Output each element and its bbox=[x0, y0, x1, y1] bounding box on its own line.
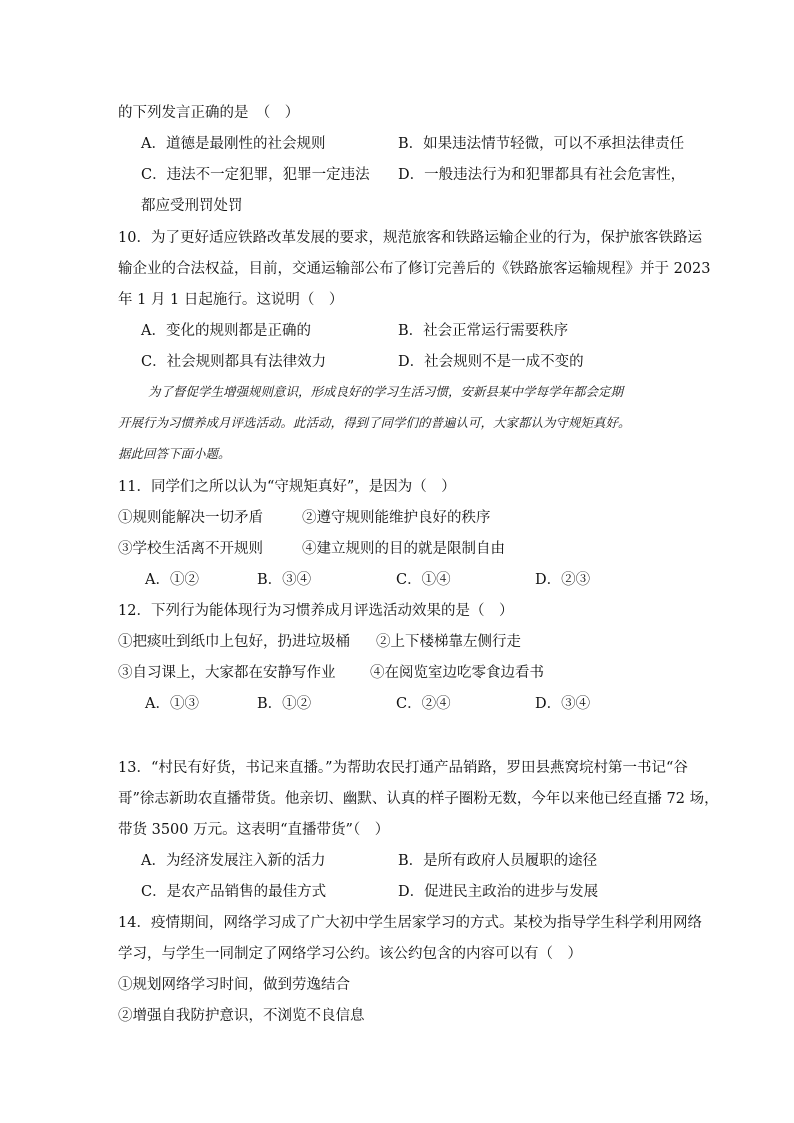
q10-option-b: B．社会正常运行需要秩序 bbox=[398, 323, 569, 339]
q14-stem-line2: 学习，与学生一同制定了网络学习公约。该公约包含的内容可以有（ ） bbox=[118, 946, 582, 962]
q12-statement-1: ①把痰吐到纸巾上包好，扔进垃圾桶 bbox=[118, 634, 350, 650]
q13-option-a: A．为经济发展注入新的活力 bbox=[141, 853, 326, 869]
q9-option-d: D．一般违法行为和犯罪都具有社会危害性， bbox=[398, 167, 686, 183]
q9-option-d-continued: 都应受刑罚处罚 bbox=[141, 198, 243, 214]
q12-option-b: B．①② bbox=[257, 696, 312, 712]
q11-option-a: A．①② bbox=[145, 572, 199, 588]
q10-option-d: D．社会规则不是一成不变的 bbox=[398, 354, 584, 370]
q10-stem-line3: 年 1 月 1 日起施行。这说明（ ） bbox=[118, 292, 344, 308]
material-line1: 为了督促学生增强规则意识，形成良好的学习生活习惯，安新县某中学每学年都会定期 bbox=[148, 384, 624, 399]
q9-option-c: C．违法不一定犯罪，犯罪一定违法 bbox=[141, 167, 370, 183]
q11-option-b: B．③④ bbox=[257, 572, 312, 588]
q12-statement-4: ④在阅览室边吃零食边看书 bbox=[370, 665, 544, 681]
q13-option-c: C．是农产品销售的最佳方式 bbox=[141, 884, 327, 900]
material-line3: 据此回答下面小题。 bbox=[118, 446, 231, 461]
q9-option-a: A．道德是最刚性的社会规则 bbox=[141, 136, 326, 152]
q10-stem-line1: 10．为了更好适应铁路改革发展的要求，规范旅客和铁路运输企业的行为，保护旅客铁路运 bbox=[118, 230, 702, 246]
q12-option-c: C．②④ bbox=[396, 696, 451, 712]
q11-statement-2: ②遵守规则能维护良好的秩序 bbox=[302, 510, 491, 526]
q12-stem: 12．下列行为能体现行为习惯养成月评选活动效果的是（ ） bbox=[118, 603, 514, 619]
q12-statement-2: ②上下楼梯靠左侧行走 bbox=[376, 634, 521, 650]
q10-option-c: C．社会规则都具有法律效力 bbox=[141, 354, 327, 370]
q13-stem-line1: 13．“村民有好货，书记来直播。”为帮助农民打通产品销路，罗田县燕窝垸村第一书记“谷 bbox=[118, 760, 688, 776]
q13-stem-line2: 哥”徐志新助农直播带货。他亲切、幽默、认真的样子圈粉无数，今年以来他已经直播 72 场， bbox=[118, 791, 719, 807]
q12-option-d: D．③④ bbox=[535, 696, 591, 712]
q11-statement-3: ③学校生活离不开规则 bbox=[118, 541, 263, 557]
q14-stem-line1: 14．疫情期间，网络学习成了广大初中学生居家学习的方式。某校为指导学生科学利用网络 bbox=[118, 915, 702, 931]
q14-statement-2: ②增强自我防护意识，不浏览不良信息 bbox=[118, 1008, 365, 1024]
q13-option-d: D．促进民主政治的进步与发展 bbox=[398, 884, 599, 900]
q11-option-d: D．②③ bbox=[535, 572, 591, 588]
q11-statement-4: ④建立规则的目的就是限制自由 bbox=[302, 541, 505, 557]
q14-statement-1: ①规划网络学习时间，做到劳逸结合 bbox=[118, 977, 350, 993]
q12-statement-3: ③自习课上，大家都在安静写作业 bbox=[118, 665, 336, 681]
q11-statement-1: ①规则能解决一切矛盾 bbox=[118, 510, 263, 526]
q9-option-b: B．如果违法情节轻微，可以不承担法律责任 bbox=[398, 136, 685, 152]
q12-option-a: A．①③ bbox=[145, 696, 199, 712]
material-line2: 开展行为习惯养成月评选活动。此活动，得到了同学们的普遍认可，大家都认为守规矩真好。 bbox=[118, 415, 631, 430]
q11-option-c: C．①④ bbox=[396, 572, 451, 588]
q9-stem: 的下列发言正确的是 （ ） bbox=[118, 105, 300, 121]
q13-option-b: B．是所有政府人员履职的途径 bbox=[398, 853, 598, 869]
q10-option-a: A．变化的规则都是正确的 bbox=[141, 323, 311, 339]
q11-stem: 11．同学们之所以认为“守规矩真好”，是因为（ ） bbox=[118, 479, 456, 495]
q13-stem-line3: 带货 3500 万元。这表明“直播带货”（ ） bbox=[118, 822, 390, 838]
q10-stem-line2: 输企业的合法权益，目前，交通运输部公布了修订完善后的《铁路旅客运输规程》并于 2023 bbox=[118, 261, 711, 277]
